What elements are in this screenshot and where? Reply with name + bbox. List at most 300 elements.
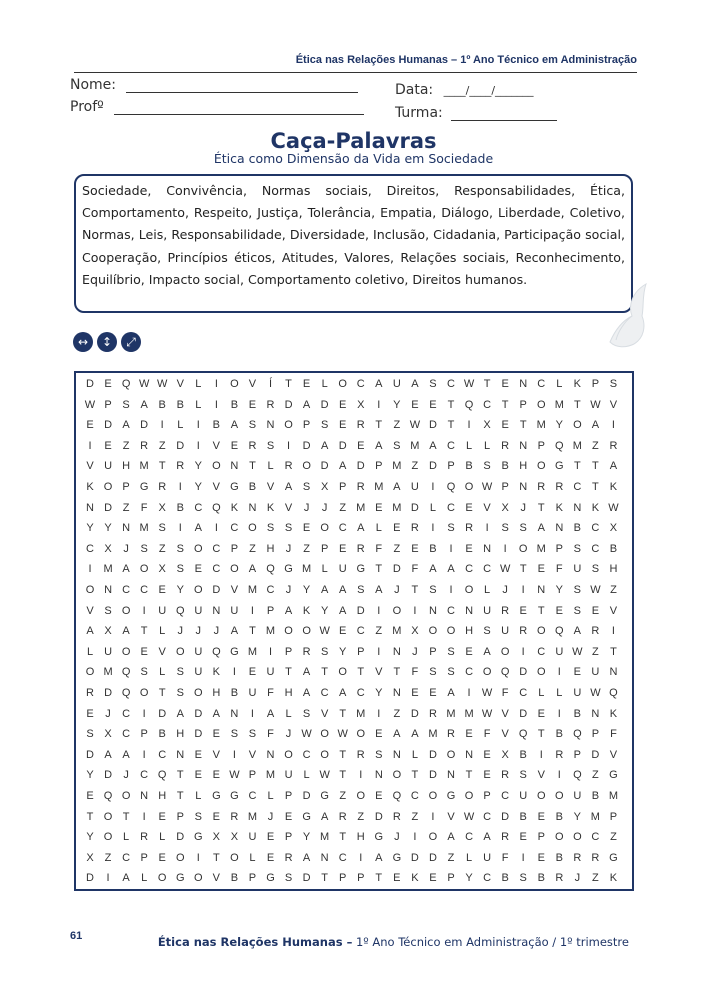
grid-letter[interactable]: S xyxy=(519,769,527,782)
grid-letter[interactable]: S xyxy=(140,542,148,555)
grid-letter[interactable]: B xyxy=(212,419,221,432)
grid-letter[interactable]: O xyxy=(139,687,149,699)
grid-letter[interactable]: G xyxy=(555,460,564,473)
grid-letter[interactable]: N xyxy=(86,501,94,514)
grid-letter[interactable]: M xyxy=(590,810,600,823)
grid-letter[interactable]: E xyxy=(483,769,491,782)
grid-letter[interactable]: I xyxy=(557,707,561,720)
grid-letter[interactable]: G xyxy=(392,851,402,864)
grid-letter[interactable]: W xyxy=(84,398,96,411)
grid-letter[interactable]: I xyxy=(196,439,200,452)
grid-letter[interactable]: L xyxy=(321,563,328,576)
grid-letter[interactable]: R xyxy=(266,398,275,411)
grid-letter[interactable]: A xyxy=(393,481,401,493)
grid-letter[interactable]: T xyxy=(519,419,527,432)
grid-letter[interactable]: P xyxy=(375,460,383,473)
grid-letter[interactable]: A xyxy=(429,439,437,452)
grid-letter[interactable]: E xyxy=(158,584,166,596)
grid-letter[interactable]: U xyxy=(194,604,203,617)
grid-letter[interactable]: P xyxy=(339,481,347,493)
grid-letter[interactable]: Y xyxy=(86,769,94,782)
grid-letter[interactable]: Z xyxy=(122,439,130,452)
grid-letter[interactable]: E xyxy=(248,398,257,411)
grid-letter[interactable]: A xyxy=(122,419,130,432)
grid-letter[interactable]: B xyxy=(519,810,527,823)
grid-letter[interactable]: R xyxy=(338,810,347,823)
grid-letter[interactable]: D xyxy=(302,790,311,802)
grid-letter[interactable]: D xyxy=(320,460,329,473)
grid-letter[interactable]: O xyxy=(428,790,438,802)
grid-letter[interactable]: W xyxy=(319,625,330,638)
grid-letter[interactable]: L xyxy=(159,831,166,844)
grid-letter[interactable]: Y xyxy=(375,687,383,699)
prof-blank-line[interactable] xyxy=(114,100,364,115)
grid-letter[interactable]: W xyxy=(138,378,150,390)
grid-letter[interactable]: S xyxy=(447,666,455,679)
grid-letter[interactable]: P xyxy=(266,604,275,617)
grid-letter[interactable]: D xyxy=(428,419,437,432)
grid-letter[interactable]: O xyxy=(194,542,203,555)
grid-letter[interactable]: D xyxy=(356,460,365,473)
grid-letter[interactable]: N xyxy=(212,604,221,617)
grid-letter[interactable]: B xyxy=(501,460,509,473)
grid-letter[interactable]: I xyxy=(611,625,615,638)
grid-letter[interactable]: C xyxy=(230,522,239,535)
grid-letter[interactable]: J xyxy=(285,542,292,555)
grid-letter[interactable]: A xyxy=(320,439,329,452)
grid-letter[interactable]: R xyxy=(158,481,167,493)
grid-letter[interactable]: X xyxy=(212,831,221,844)
grid-letter[interactable]: U xyxy=(104,460,113,473)
grid-letter[interactable]: T xyxy=(158,460,166,473)
grid-letter[interactable]: N xyxy=(140,790,149,802)
grid-letter[interactable]: Z xyxy=(104,851,112,864)
grid-letter[interactable]: O xyxy=(555,831,564,844)
grid-letter[interactable]: K xyxy=(609,481,618,493)
grid-letter[interactable]: O xyxy=(284,419,293,432)
grid-letter[interactable]: I xyxy=(521,851,525,864)
grid-letter[interactable]: T xyxy=(393,666,401,679)
grid-letter[interactable]: V xyxy=(212,481,221,493)
grid-letter[interactable]: R xyxy=(591,851,600,864)
grid-letter[interactable]: N xyxy=(266,748,275,761)
grid-letter[interactable]: C xyxy=(447,501,455,514)
grid-letter[interactable]: Z xyxy=(393,542,401,555)
grid-letter[interactable]: P xyxy=(519,398,527,411)
grid-letter[interactable]: E xyxy=(104,439,112,452)
grid-letter[interactable]: D xyxy=(140,419,149,432)
grid-letter[interactable]: N xyxy=(591,707,600,720)
grid-letter[interactable]: Y xyxy=(465,872,473,885)
grid-letter[interactable]: R xyxy=(537,481,546,493)
grid-letter[interactable]: O xyxy=(157,872,167,885)
grid-letter[interactable]: C xyxy=(212,563,221,576)
grid-letter[interactable]: S xyxy=(393,439,401,452)
grid-letter[interactable]: Q xyxy=(175,604,185,617)
grid-letter[interactable]: Q xyxy=(103,790,113,802)
grid-letter[interactable]: A xyxy=(302,851,311,864)
grid-letter[interactable]: M xyxy=(320,831,330,844)
grid-letter[interactable]: T xyxy=(285,666,292,679)
grid-letter[interactable]: R xyxy=(356,419,365,432)
grid-letter[interactable]: D xyxy=(104,419,113,432)
grid-letter[interactable]: S xyxy=(86,728,94,741)
grid-letter[interactable]: J xyxy=(123,542,129,555)
grid-letter[interactable]: I xyxy=(431,522,435,535)
grid-letter[interactable]: X xyxy=(320,481,329,493)
grid-letter[interactable]: G xyxy=(266,872,275,885)
grid-letter[interactable]: U xyxy=(501,625,510,638)
grid-letter[interactable]: D xyxy=(158,707,167,720)
grid-letter[interactable]: O xyxy=(446,625,456,638)
word-search-grid[interactable] xyxy=(74,371,634,891)
grid-letter[interactable]: C xyxy=(447,439,455,452)
grid-letter[interactable]: U xyxy=(555,645,564,658)
grid-letter[interactable]: R xyxy=(573,851,582,864)
grid-letter[interactable]: A xyxy=(140,398,148,411)
grid-letter[interactable]: O xyxy=(230,378,239,390)
grid-letter[interactable]: A xyxy=(537,522,545,535)
grid-letter[interactable]: Y xyxy=(302,584,311,596)
grid-letter[interactable]: D xyxy=(176,439,185,452)
grid-letter[interactable]: L xyxy=(484,439,491,452)
grid-letter[interactable]: R xyxy=(230,810,239,823)
grid-letter[interactable]: P xyxy=(537,831,545,844)
grid-letter[interactable]: N xyxy=(104,584,113,596)
grid-letter[interactable]: T xyxy=(339,707,347,720)
grid-letter[interactable]: H xyxy=(212,687,221,699)
grid-letter[interactable]: L xyxy=(429,501,436,514)
grid-letter[interactable]: I xyxy=(377,645,381,658)
grid-letter[interactable]: C xyxy=(573,481,582,493)
grid-letter[interactable]: E xyxy=(465,728,473,741)
grid-letter[interactable]: M xyxy=(464,707,474,720)
grid-letter[interactable]: P xyxy=(284,790,293,802)
name-field[interactable] xyxy=(70,77,358,93)
grid-letter[interactable]: O xyxy=(248,522,257,535)
grid-letter[interactable]: O xyxy=(392,604,402,617)
grid-letter[interactable]: V xyxy=(609,748,618,761)
grid-letter[interactable]: U xyxy=(573,563,582,576)
grid-letter[interactable]: B xyxy=(230,398,239,411)
grid-letter[interactable]: H xyxy=(356,831,365,844)
grid-letter[interactable]: P xyxy=(320,542,329,555)
grid-letter[interactable]: R xyxy=(609,439,618,452)
grid-letter[interactable]: K xyxy=(573,378,582,390)
grid-letter[interactable]: O xyxy=(284,748,293,761)
grid-letter[interactable]: T xyxy=(483,378,491,390)
grid-letter[interactable]: P xyxy=(104,398,112,411)
grid-letter[interactable]: S xyxy=(266,522,275,535)
grid-letter[interactable]: C xyxy=(537,378,546,390)
grid-letter[interactable]: O xyxy=(320,728,329,741)
grid-letter[interactable]: F xyxy=(501,687,509,699)
grid-letter[interactable]: E xyxy=(393,522,401,535)
grid-letter[interactable]: M xyxy=(536,542,546,555)
grid-letter[interactable]: R xyxy=(519,625,528,638)
grid-letter[interactable]: A xyxy=(339,584,347,596)
grid-letter[interactable]: U xyxy=(104,645,113,658)
grid-letter[interactable]: D xyxy=(356,604,365,617)
grid-letter[interactable]: I xyxy=(467,687,471,699)
grid-letter[interactable]: A xyxy=(429,563,437,576)
grid-letter[interactable]: M xyxy=(356,707,366,720)
grid-letter[interactable]: X xyxy=(104,542,112,555)
grid-letter[interactable]: E xyxy=(212,769,221,782)
grid-letter[interactable]: T xyxy=(321,666,328,679)
grid-letter[interactable]: M xyxy=(139,460,149,473)
grid-letter[interactable]: M xyxy=(446,707,456,720)
grid-letter[interactable]: L xyxy=(195,790,202,802)
grid-letter[interactable]: X xyxy=(357,398,365,411)
grid-letter[interactable]: A xyxy=(339,604,347,617)
grid-letter[interactable]: G xyxy=(284,563,293,576)
grid-letter[interactable]: C xyxy=(320,687,329,699)
grid-letter[interactable]: E xyxy=(104,378,112,390)
grid-letter[interactable]: I xyxy=(160,419,164,432)
grid-letter[interactable]: R xyxy=(356,542,365,555)
grid-letter[interactable]: E xyxy=(537,851,545,864)
grid-letter[interactable]: E xyxy=(339,542,347,555)
grid-letter[interactable]: P xyxy=(501,481,509,493)
grid-letter[interactable]: F xyxy=(267,728,274,741)
grid-letter[interactable]: V xyxy=(212,872,221,885)
grid-letter[interactable]: W xyxy=(572,645,583,658)
grid-letter[interactable]: J xyxy=(177,625,183,638)
grid-letter[interactable]: C xyxy=(501,790,510,802)
grid-letter[interactable]: A xyxy=(194,522,202,535)
grid-letter[interactable]: W xyxy=(481,707,493,720)
grid-letter[interactable]: Y xyxy=(339,645,347,658)
grid-letter[interactable]: G xyxy=(446,790,456,802)
date-blank[interactable]: ____/____/_______ xyxy=(443,84,534,97)
grid-letter[interactable]: E xyxy=(537,707,545,720)
grid-letter[interactable]: C xyxy=(519,687,528,699)
grid-letter[interactable]: N xyxy=(230,707,239,720)
grid-letter[interactable]: P xyxy=(140,851,148,864)
grid-letter[interactable]: U xyxy=(392,378,401,390)
grid-letter[interactable]: C xyxy=(194,501,203,514)
grid-letter[interactable]: U xyxy=(573,687,582,699)
date-field[interactable] xyxy=(395,82,534,98)
grid-letter[interactable]: B xyxy=(555,728,563,741)
grid-letter[interactable]: B xyxy=(230,872,239,885)
grid-letter[interactable]: M xyxy=(103,666,113,679)
grid-letter[interactable]: I xyxy=(287,439,291,452)
grid-letter[interactable]: I xyxy=(467,419,471,432)
grid-letter[interactable]: U xyxy=(266,666,275,679)
grid-letter[interactable]: I xyxy=(250,604,254,617)
grid-letter[interactable]: Z xyxy=(592,439,599,452)
grid-letter[interactable]: I xyxy=(521,645,525,658)
grid-letter[interactable]: S xyxy=(194,810,202,823)
grid-letter[interactable]: V xyxy=(501,707,509,720)
grid-letter[interactable]: Z xyxy=(122,501,130,514)
grid-letter[interactable]: T xyxy=(537,501,545,514)
grid-letter[interactable]: V xyxy=(86,604,94,617)
grid-letter[interactable]: N xyxy=(573,501,582,514)
grid-letter[interactable]: P xyxy=(357,645,365,658)
grid-letter[interactable]: F xyxy=(501,851,509,864)
grid-letter[interactable]: Z xyxy=(158,542,166,555)
grid-letter[interactable]: N xyxy=(392,645,401,658)
grid-letter[interactable]: S xyxy=(519,522,527,535)
grid-letter[interactable]: A xyxy=(411,378,419,390)
grid-letter[interactable]: S xyxy=(320,419,329,432)
grid-letter[interactable]: E xyxy=(393,872,401,885)
grid-letter[interactable]: D xyxy=(428,460,437,473)
grid-letter[interactable]: D xyxy=(428,851,437,864)
grid-letter[interactable]: N xyxy=(447,769,455,782)
grid-letter[interactable]: T xyxy=(592,460,599,473)
grid-letter[interactable]: C xyxy=(122,707,131,720)
grid-letter[interactable]: J xyxy=(123,769,129,782)
grid-letter[interactable]: T xyxy=(249,460,256,473)
grid-letter[interactable]: I xyxy=(214,522,218,535)
grid-letter[interactable]: D xyxy=(104,501,113,514)
grid-letter[interactable]: G xyxy=(230,790,239,802)
grid-letter[interactable]: V xyxy=(501,728,509,741)
grid-letter[interactable]: S xyxy=(375,748,383,761)
grid-letter[interactable]: Q xyxy=(573,728,582,741)
grid-letter[interactable]: T xyxy=(610,645,617,658)
grid-letter[interactable]: U xyxy=(194,645,203,658)
grid-letter[interactable]: E xyxy=(212,810,221,823)
grid-letter[interactable]: S xyxy=(320,645,329,658)
grid-letter[interactable]: W xyxy=(337,728,348,741)
grid-letter[interactable]: P xyxy=(140,728,148,741)
grid-letter[interactable]: B xyxy=(429,542,437,555)
grid-letter[interactable]: T xyxy=(122,810,130,823)
grid-letter[interactable]: E xyxy=(519,604,527,617)
grid-letter[interactable]: C xyxy=(591,831,600,844)
grid-letter[interactable]: T xyxy=(176,790,184,802)
grid-letter[interactable]: Z xyxy=(447,851,455,864)
grid-letter[interactable]: R xyxy=(356,481,365,493)
grid-letter[interactable]: E xyxy=(158,851,166,864)
grid-letter[interactable]: R xyxy=(248,439,257,452)
grid-letter[interactable]: U xyxy=(248,687,257,699)
grid-letter[interactable]: V xyxy=(158,645,166,658)
grid-letter[interactable]: T xyxy=(465,769,473,782)
grid-letter[interactable]: A xyxy=(375,584,383,596)
grid-letter[interactable]: C xyxy=(140,584,149,596)
grid-letter[interactable]: S xyxy=(176,687,184,699)
grid-letter[interactable]: B xyxy=(248,481,257,493)
grid-letter[interactable]: U xyxy=(519,790,528,802)
grid-letter[interactable]: E xyxy=(194,769,202,782)
grid-letter[interactable]: Z xyxy=(339,501,347,514)
grid-letter[interactable]: U xyxy=(591,666,600,679)
grid-letter[interactable]: O xyxy=(482,666,492,679)
grid-letter[interactable]: I xyxy=(377,707,381,720)
grid-letter[interactable]: D xyxy=(374,810,383,823)
grid-letter[interactable]: I xyxy=(88,439,92,452)
grid-letter[interactable]: A xyxy=(375,851,383,864)
grid-letter[interactable]: C xyxy=(140,769,149,782)
grid-letter[interactable]: T xyxy=(375,563,383,576)
grid-letter[interactable]: S xyxy=(609,378,618,390)
grid-letter[interactable]: C xyxy=(465,831,474,844)
grid-letter[interactable]: E xyxy=(194,748,202,761)
grid-letter[interactable]: B xyxy=(555,810,563,823)
grid-letter[interactable]: V xyxy=(212,748,221,761)
grid-letter[interactable]: B xyxy=(609,542,618,555)
grid-letter[interactable]: L xyxy=(538,687,545,699)
class-blank-line[interactable] xyxy=(451,106,557,121)
grid-letter[interactable]: K xyxy=(591,501,600,514)
grid-letter[interactable]: A xyxy=(104,748,112,761)
grid-letter[interactable]: C xyxy=(483,872,492,885)
grid-letter[interactable]: E xyxy=(411,687,419,699)
grid-letter[interactable]: U xyxy=(194,666,203,679)
grid-letter[interactable]: H xyxy=(284,687,293,699)
grid-letter[interactable]: H xyxy=(266,542,275,555)
grid-letter[interactable]: V xyxy=(320,707,329,720)
grid-letter[interactable]: D xyxy=(501,810,510,823)
grid-letter[interactable]: I xyxy=(413,831,417,844)
grid-letter[interactable]: D xyxy=(410,707,419,720)
grid-letter[interactable]: D xyxy=(284,398,293,411)
grid-letter[interactable]: V xyxy=(230,584,239,596)
grid-letter[interactable]: Q xyxy=(609,687,618,699)
grid-letter[interactable]: B xyxy=(537,872,545,885)
grid-letter[interactable]: B xyxy=(591,790,600,802)
grid-letter[interactable]: C xyxy=(122,728,131,741)
grid-letter[interactable]: W xyxy=(590,398,601,411)
grid-letter[interactable]: D xyxy=(428,748,437,761)
grid-letter[interactable]: T xyxy=(375,419,383,432)
grid-letter[interactable]: L xyxy=(465,439,473,452)
grid-letter[interactable]: S xyxy=(573,584,582,596)
grid-letter[interactable]: T xyxy=(375,872,383,885)
grid-letter[interactable]: C xyxy=(302,748,311,761)
grid-letter[interactable]: L xyxy=(159,625,166,638)
grid-letter[interactable]: E xyxy=(501,378,509,390)
grid-letter[interactable]: S xyxy=(501,522,509,535)
grid-letter[interactable]: R xyxy=(428,707,437,720)
grid-letter[interactable]: F xyxy=(140,501,148,514)
grid-letter[interactable]: X xyxy=(483,419,491,432)
grid-letter[interactable]: M xyxy=(356,501,366,514)
grid-letter[interactable]: R xyxy=(501,831,510,844)
grid-letter[interactable]: S xyxy=(429,378,437,390)
grid-letter[interactable]: O xyxy=(356,790,366,802)
grid-letter[interactable]: A xyxy=(591,419,600,432)
grid-letter[interactable]: T xyxy=(411,584,419,596)
grid-letter[interactable]: K xyxy=(230,501,239,514)
grid-letter[interactable]: I xyxy=(485,522,489,535)
grid-letter[interactable]: E xyxy=(212,728,221,741)
grid-letter[interactable]: D xyxy=(392,563,401,576)
grid-letter[interactable]: Y xyxy=(302,831,311,844)
grid-letter[interactable]: Y xyxy=(320,604,329,617)
grid-letter[interactable]: O xyxy=(392,769,402,782)
grid-letter[interactable]: C xyxy=(447,604,455,617)
grid-letter[interactable]: J xyxy=(394,831,400,844)
grid-letter[interactable]: K xyxy=(212,666,221,679)
grid-letter[interactable]: Z xyxy=(249,542,256,555)
grid-letter[interactable]: L xyxy=(267,790,274,802)
grid-letter[interactable]: A xyxy=(302,687,311,699)
grid-letter[interactable]: S xyxy=(447,645,455,658)
grid-letter[interactable]: Q xyxy=(212,501,221,514)
grid-letter[interactable]: F xyxy=(483,728,491,741)
grid-letter[interactable]: L xyxy=(141,872,148,885)
grid-letter[interactable]: O xyxy=(428,831,438,844)
grid-letter[interactable]: P xyxy=(122,481,130,493)
grid-letter[interactable]: G xyxy=(374,831,384,844)
